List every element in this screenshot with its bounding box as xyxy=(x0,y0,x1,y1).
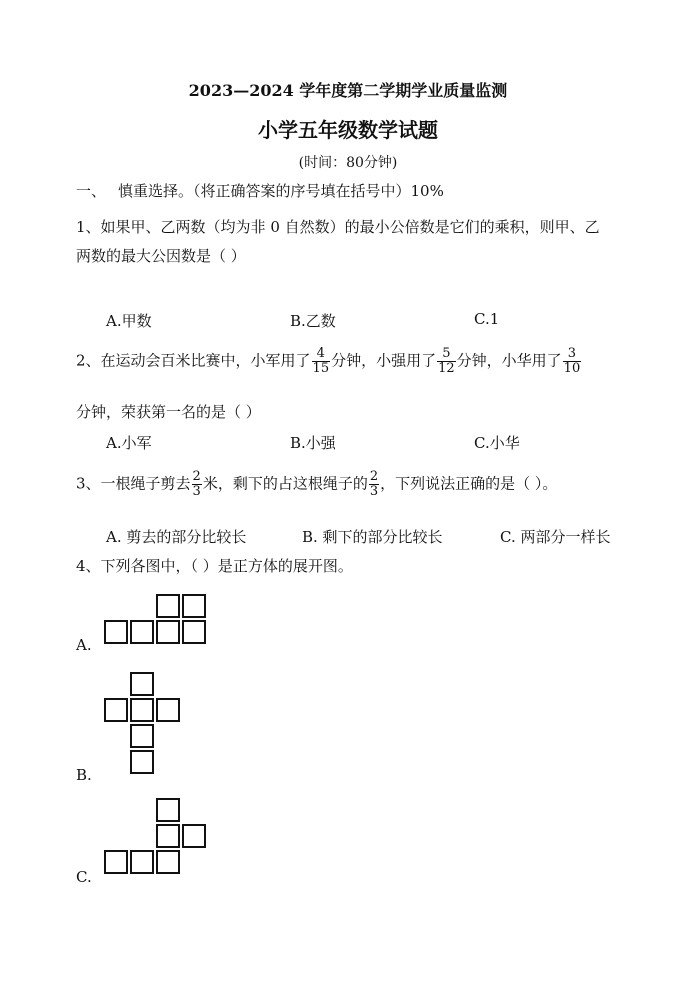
net-b-square xyxy=(156,698,180,722)
q1-line2: 两数的最大公因数是（ ） xyxy=(76,247,246,265)
q2-line1 xyxy=(76,347,582,376)
q3-option-b: B. 剩下的部分比较长 xyxy=(302,528,443,546)
q2-text-1: 2、在运动会百米比赛中，小军用了 xyxy=(76,351,311,370)
exam-time: (时间：80分钟) xyxy=(298,155,398,171)
q2-fraction-1-den: 15 xyxy=(312,361,330,376)
q3-line1 xyxy=(76,470,557,499)
q2-text-2: 分钟，小强用了 xyxy=(331,351,437,370)
q3-fraction-2-num: 2 xyxy=(369,469,379,484)
q3-fraction-2 xyxy=(369,470,379,499)
net-b-square xyxy=(104,698,128,722)
net-c-square xyxy=(156,850,180,874)
q1-option-c: C.1 xyxy=(474,310,500,328)
net-c-square xyxy=(130,850,154,874)
q4-label-a: A. xyxy=(76,636,92,654)
net-a-square xyxy=(156,594,180,618)
exam-subtitle: 小学五年级数学试题 xyxy=(258,118,438,142)
section-title: 慎重选择。（将正确答案的序号填在括号中）10% xyxy=(118,182,444,200)
q3-fraction-1-den: 3 xyxy=(192,484,201,499)
q3-option-c: C. 两部分一样长 xyxy=(500,528,611,546)
q4-text: 4、下列各图中，（ ）是正方体的展开图。 xyxy=(76,557,353,575)
q2-fraction-2 xyxy=(437,347,456,376)
net-b-square xyxy=(130,750,154,774)
net-a-square xyxy=(182,620,206,644)
net-a-square xyxy=(182,594,206,618)
q2-option-a: A.小军 xyxy=(106,434,152,452)
q2-text-3: 分钟，小华用了 xyxy=(456,351,562,370)
q2-fraction-3-num: 3 xyxy=(563,347,582,362)
q3-fraction-2-den: 3 xyxy=(369,484,379,499)
q1-option-b: B.乙数 xyxy=(290,312,336,330)
q2-fraction-1 xyxy=(312,347,331,376)
q2-fraction-2-num: 5 xyxy=(437,347,456,362)
net-c-square xyxy=(156,798,180,822)
net-a-square xyxy=(130,620,154,644)
net-c-square xyxy=(104,850,128,874)
q3-option-a: A. 剪去的部分比较长 xyxy=(106,528,247,546)
q2-fraction-2-den: 12 xyxy=(438,361,455,376)
q4-net-a xyxy=(104,594,208,646)
q2-option-b: B.小强 xyxy=(290,434,336,452)
q4-label-c: C. xyxy=(76,868,92,886)
section-number: 一、 xyxy=(76,182,107,200)
q3-text-3: ，下列说法正确的是（ ）。 xyxy=(380,474,558,493)
net-a-square xyxy=(104,620,128,644)
q3-fraction-1-num: 2 xyxy=(192,469,201,484)
q3-text-2: 米，剩下的占这根绳子的 xyxy=(202,474,368,493)
q2-line2: 分钟，荣获第一名的是（ ） xyxy=(76,403,261,421)
q2-fraction-3 xyxy=(563,347,582,376)
net-b-square xyxy=(130,724,154,748)
q4-label-b: B. xyxy=(76,766,92,784)
q3-fraction-1 xyxy=(192,470,202,499)
q4-net-b xyxy=(104,672,182,776)
net-c-square xyxy=(182,824,206,848)
q1-option-a: A.甲数 xyxy=(106,312,152,330)
q1-line1: 1、如果甲、乙两数（均为非 0 自然数）的最小公倍数是它们的乘积，则甲、乙 xyxy=(76,218,600,236)
q2-fraction-1-num: 4 xyxy=(312,347,331,362)
net-c-square xyxy=(156,824,180,848)
q2-fraction-3-den: 10 xyxy=(563,361,581,376)
q4-net-c xyxy=(104,798,208,876)
exam-header-title: 2023—2024 学年度第二学期学业质量监测 xyxy=(188,81,508,100)
net-a-square xyxy=(156,620,180,644)
net-b-square xyxy=(130,672,154,696)
net-b-square xyxy=(130,698,154,722)
q3-text-1: 3、一根绳子剪去 xyxy=(76,474,191,493)
q2-option-c: C.小华 xyxy=(474,434,520,452)
